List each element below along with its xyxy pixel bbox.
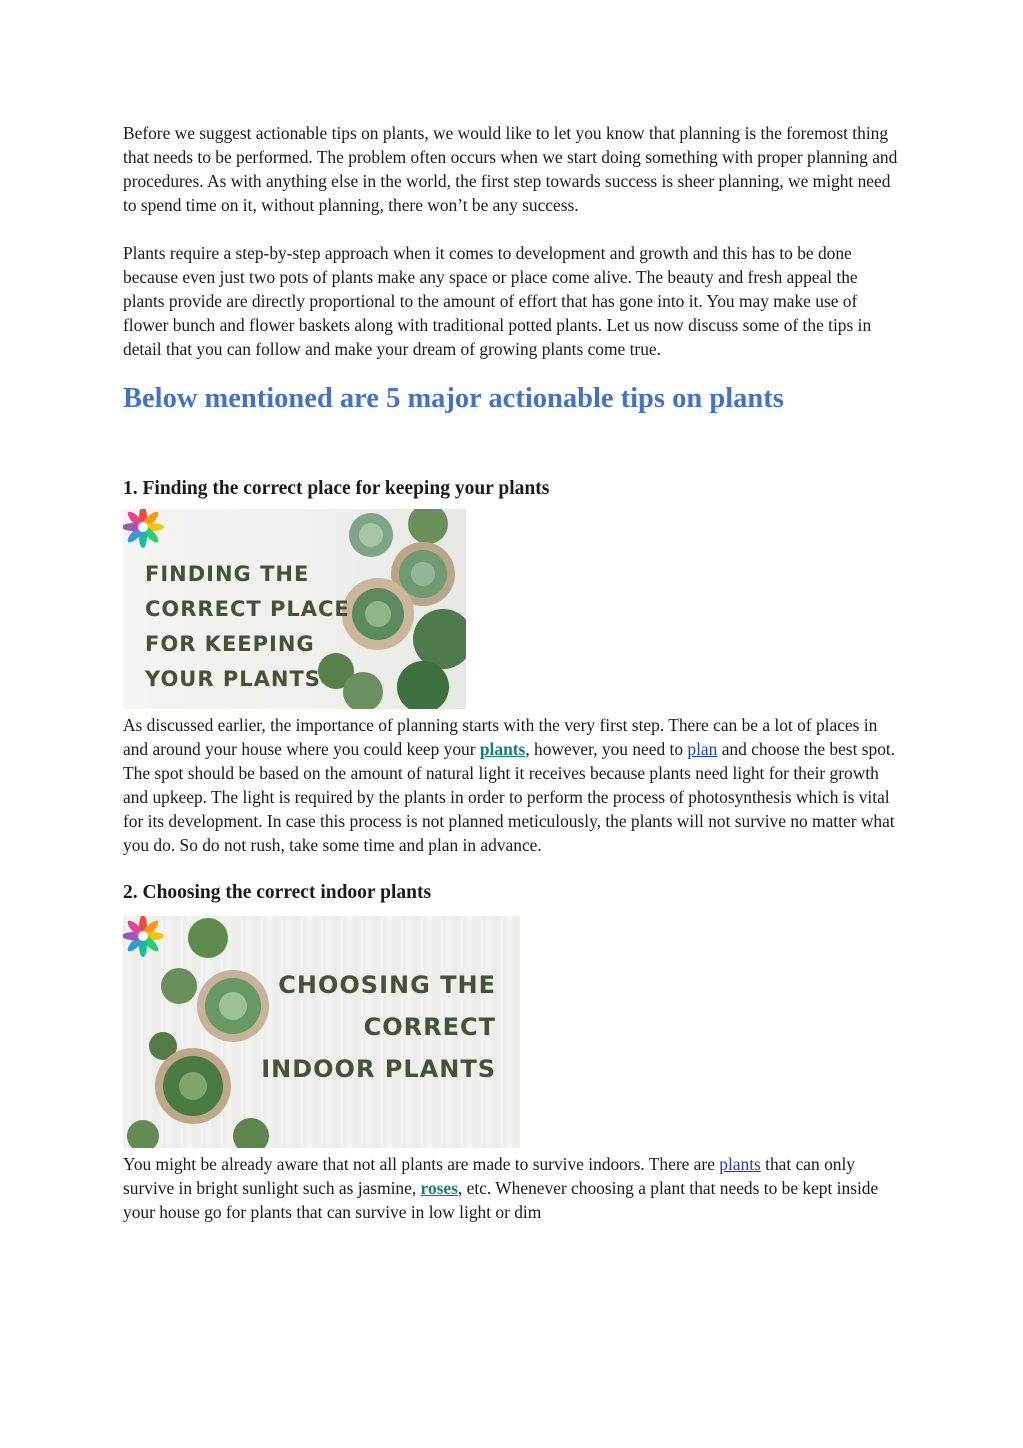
banner-2-line-1: CHOOSING THE — [278, 971, 496, 999]
banner-line-4: YOUR PLANTS — [145, 667, 321, 691]
banner-2-line-2: CORRECT — [363, 1013, 496, 1041]
plants-link[interactable]: plants — [479, 739, 526, 759]
intro-paragraph-2: Plants require a step-by-step approach when it comes to development and growth and this has to be done because even just two pots of plants make any space or place come alive. The beauty and fresh appeal the plants provide are directly proportional to the amount of effort that has gone into it. You may make use of flower bunch and flower baskets along with traditional potted plants. Let us now discuss some of the tips in detail that you can follow and make your dream of growing plants come true. — [123, 243, 872, 359]
plan-link[interactable]: plan — [687, 739, 718, 759]
banner-line-2: CORRECT PLACE — [145, 597, 350, 621]
section-1-body — [123, 713, 903, 857]
plants-link-2[interactable]: plants — [719, 1154, 761, 1174]
flower-logo-icon — [123, 509, 164, 548]
section-2-text-b: that can only survive in bright sunlight such as jasmine, — [123, 1154, 855, 1198]
section-1-text-c: and choose the best spot. The spot should be based on the amount of natural light it receives because plants need light for their growth and upkeep. The light is required by the plants in order to perform the process of photosynthesis which is vital for its development. In case this process is not planned meticulously, the plants will not survive no matter what you do. So do not rush, take some time and plan in advance. — [123, 739, 896, 855]
section-1-text-b: , however, you need to — [525, 739, 688, 759]
roses-link[interactable]: roses — [420, 1178, 458, 1198]
section-1-heading: 1. Finding the correct place for keeping your plants — [123, 478, 550, 499]
banner-caption-2 — [261, 964, 496, 1090]
main-heading: Below mentioned are 5 major actionable tips on plants — [123, 383, 784, 414]
section-2-text-a: You might be already aware that not all plants are made to survive indoors. There are — [123, 1154, 720, 1174]
document-page — [123, 121, 903, 1224]
section-2-text-c: , etc. Whenever choosing a plant that needs to be kept inside your house go for plants that can survive in low light or dim — [123, 1178, 879, 1222]
intro-paragraph-1: Before we suggest actionable tips on plants, we would like to let you know that planning is the foremost thing that needs to be performed. The problem often occurs when we start doing something with proper planning and procedures. As with anything else in the world, the first step towards success is sheer planning, we might need to spend time on it, without planning, there won’t be any success. — [123, 123, 898, 215]
section-2-body — [123, 1152, 903, 1224]
banner-caption — [145, 557, 350, 697]
section-2-heading: 2. Choosing the correct indoor plants — [123, 882, 432, 903]
banner-line-1: FINDING THE — [145, 562, 310, 586]
finding-place-banner-image — [123, 509, 466, 709]
choosing-plants-banner-image — [123, 916, 520, 1148]
banner-line-3: FOR KEEPING — [145, 632, 315, 656]
banner-2-line-3: INDOOR PLANTS — [261, 1055, 496, 1083]
flower-logo-icon-2 — [123, 916, 164, 957]
section-1-text-a: As discussed earlier, the importance of planning starts with the very first step. There can be a lot of places in and around your house where you could keep your — [123, 715, 878, 759]
